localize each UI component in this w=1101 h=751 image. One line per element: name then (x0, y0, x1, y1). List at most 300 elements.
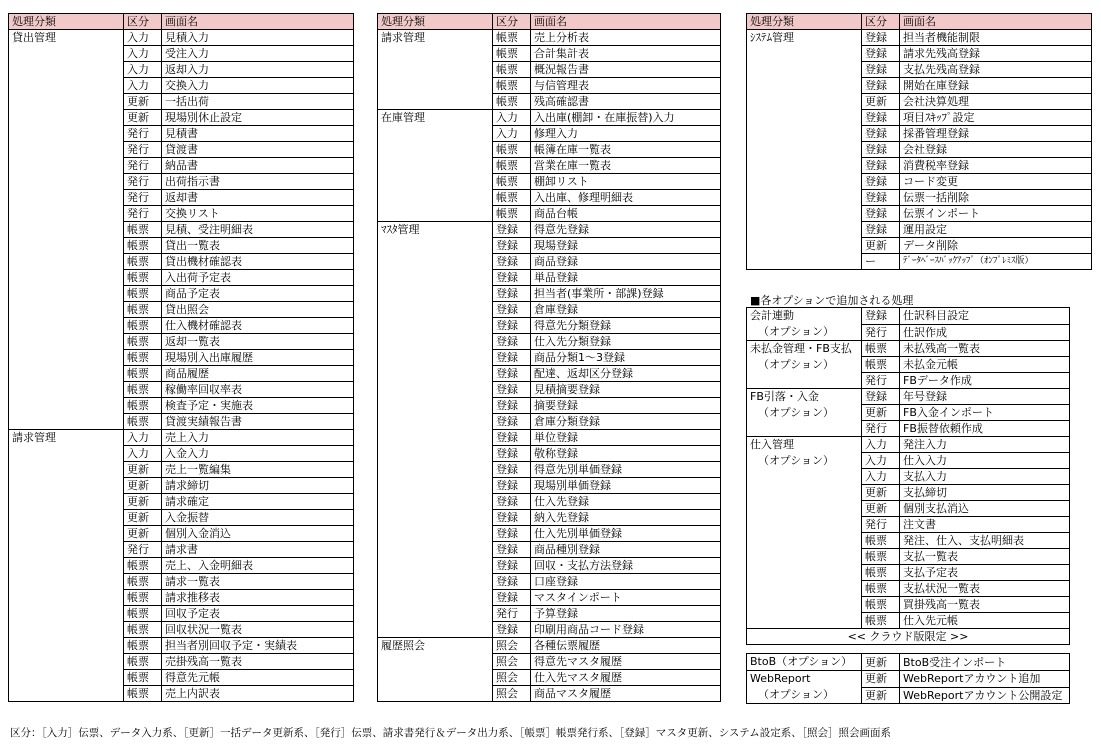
table-row (378, 30, 721, 46)
screen-name-cell: 商品種別登録 (531, 542, 721, 558)
screen-name-cell: 項目ｽｷｯﾌﾟ設定 (900, 110, 1092, 126)
category-label: 在庫管理 (381, 111, 425, 124)
type-cell: 帳票 (493, 142, 531, 158)
type-cell: 入力 (124, 78, 162, 94)
screen-name-cell: 商品分類1～3登録 (531, 350, 721, 366)
category-cell (747, 671, 862, 704)
screen-name-cell: 貸出一覧表 (162, 238, 354, 254)
type-cell: 帳票 (124, 574, 162, 590)
category-label: （オプション） (758, 325, 835, 338)
type-cell: 登録 (493, 526, 531, 542)
type-cell: 登録 (493, 398, 531, 414)
screen-name-cell: 仕訳科目設定 (900, 308, 1070, 325)
type-cell: 登録 (493, 558, 531, 574)
table-row (747, 308, 1070, 325)
screen-name-cell: 発注入力 (900, 437, 1070, 453)
screen-name-cell: 商品台帳 (531, 206, 721, 222)
type-cell: 更新 (124, 110, 162, 126)
type-cell: 帳票 (862, 357, 900, 373)
type-cell: 帳票 (862, 581, 900, 597)
screen-name-cell: 仕入先別単価登録 (531, 526, 721, 542)
screen-name-cell: 貸渡書 (162, 142, 354, 158)
screen-name-cell: 返却入力 (162, 62, 354, 78)
category-label: 会計連動 (750, 309, 794, 322)
screen-name-cell: 仕入先登録 (531, 494, 721, 510)
type-cell: 登録 (493, 350, 531, 366)
header-screen: 画面名 (900, 14, 1092, 30)
type-cell: 更新 (862, 501, 900, 517)
screen-name-cell: 稼働率回収率表 (162, 382, 354, 398)
screen-name-cell: 採番管理登録 (900, 126, 1092, 142)
screen-name-cell: 口座登録 (531, 574, 721, 590)
type-cell: 帳票 (493, 94, 531, 110)
screen-name-cell: マスタインポート (531, 590, 721, 606)
type-cell: 登録 (493, 334, 531, 350)
type-cell: 入力 (493, 110, 531, 126)
type-cell: 帳票 (493, 46, 531, 62)
screen-name-cell: 売上内訳表 (162, 686, 354, 702)
screen-name-cell: 納入先登録 (531, 510, 721, 526)
table-col1 (8, 13, 354, 702)
screen-name-cell: 現場別単価登録 (531, 478, 721, 494)
type-cell: 帳票 (124, 366, 162, 382)
screen-name-cell: 返却書 (162, 190, 354, 206)
type-cell: 照会 (493, 654, 531, 670)
table-row (9, 430, 354, 446)
type-cell: 更新 (862, 654, 900, 671)
screen-name-cell: 売掛残高一覧表 (162, 654, 354, 670)
screen-name-cell: 個別支払消込 (900, 501, 1070, 517)
screen-name-cell: 売上入力 (162, 430, 354, 446)
screen-name-cell: 交換入力 (162, 78, 354, 94)
screen-name-cell: 消費税率登録 (900, 158, 1092, 174)
category-label: （オプション） (758, 688, 835, 701)
screen-name-cell: 合計集計表 (531, 46, 721, 62)
screen-name-cell: 見積摘要登録 (531, 382, 721, 398)
type-cell: 登録 (493, 318, 531, 334)
category-label: （オプション） (758, 358, 835, 371)
type-cell: 更新 (862, 485, 900, 501)
screen-name-cell: 回収予定表 (162, 606, 354, 622)
type-cell: 更新 (124, 510, 162, 526)
type-cell: 帳票 (124, 414, 162, 430)
screen-name-cell: 仕入先元帳 (900, 613, 1070, 629)
screen-name-cell: 請求推移表 (162, 590, 354, 606)
category-cell (378, 30, 493, 110)
screen-name-cell: FB振替依頼作成 (900, 421, 1070, 437)
screen-name-cell: FBデータ作成 (900, 373, 1070, 389)
type-cell: 帳票 (124, 350, 162, 366)
category-cell (747, 30, 862, 270)
screen-name-cell: 貸出機材確認表 (162, 254, 354, 270)
screen-name-cell: 支払入力 (900, 469, 1070, 485)
type-cell: 帳票 (124, 638, 162, 654)
type-cell: 入力 (124, 46, 162, 62)
screen-name-cell: 担当者(事業所・部課)登録 (531, 286, 721, 302)
screen-name-cell: 入出荷予定表 (162, 270, 354, 286)
screen-name-cell: 出荷指示書 (162, 174, 354, 190)
header-category: 処理分類 (747, 14, 862, 30)
type-cell: 登録 (493, 366, 531, 382)
type-cell: 帳票 (493, 78, 531, 94)
type-cell: 入力 (862, 453, 900, 469)
category-cell (9, 430, 124, 702)
legend-text: 区分：［入力］伝票、データ入力系、［更新］一括データ更新系、［発行］伝票、請求書発行＆データ出力系、［帳票］帳票発行系、［登録］マスタ更新、システム設定系、［照会］照会画面系 (10, 727, 891, 739)
header-row (9, 14, 354, 30)
screen-name-cell: BtoB受注インポート (900, 654, 1070, 671)
category-label: ﾏｽﾀ管理 (381, 223, 420, 236)
type-cell: ー (862, 254, 900, 270)
screen-name-cell: 未払残高一覧表 (900, 341, 1070, 357)
type-cell: 登録 (862, 308, 900, 325)
screen-name-cell: 担当者機能制限 (900, 30, 1092, 46)
type-cell: 帳票 (493, 158, 531, 174)
screen-name-cell: 伝票一括削除 (900, 190, 1092, 206)
screen-name-cell: 受注入力 (162, 46, 354, 62)
screen-name-cell: 支払締切 (900, 485, 1070, 501)
type-cell: 更新 (862, 671, 900, 688)
screen-name-cell: 個別入金消込 (162, 526, 354, 542)
category-label: 履歴照会 (381, 639, 425, 652)
screen-name-cell: 印刷用商品コード登録 (531, 622, 721, 638)
type-cell: 更新 (124, 462, 162, 478)
screen-name-cell: 納品書 (162, 158, 354, 174)
header-type: 区分 (493, 14, 531, 30)
type-cell: 発行 (124, 158, 162, 174)
type-cell: 照会 (493, 686, 531, 702)
type-cell: 登録 (862, 62, 900, 78)
screen-name-cell: 得意先別単価登録 (531, 462, 721, 478)
category-label: FB引落・入金 (750, 390, 819, 403)
type-cell: 登録 (493, 286, 531, 302)
screen-name-cell: 得意先登録 (531, 222, 721, 238)
screen-name-cell: 得意先マスタ履歴 (531, 654, 721, 670)
type-cell: 登録 (862, 190, 900, 206)
category-cell (9, 30, 124, 430)
type-cell: 帳票 (124, 398, 162, 414)
table-row (378, 110, 721, 126)
screen-name-cell: 注文書 (900, 517, 1070, 533)
screen-name-cell: 単品登録 (531, 270, 721, 286)
category-label: ｼｽﾃﾑ管理 (750, 31, 794, 44)
type-cell: 帳票 (493, 62, 531, 78)
screen-name-cell: 入金振替 (162, 510, 354, 526)
screen-name-cell: 入出庫(棚卸・在庫振替)入力 (531, 110, 721, 126)
type-cell: 入力 (493, 126, 531, 142)
screen-name-cell: ﾃﾞｰﾀﾍﾞｰｽﾊﾞｯｸｱｯﾌﾟ（ｵﾝﾌﾟﾚﾐｽ版） (900, 254, 1092, 270)
screen-name-cell: 得意先元帳 (162, 670, 354, 686)
screen-name-cell: 摘要登録 (531, 398, 721, 414)
screen-name-cell: 見積書 (162, 126, 354, 142)
type-cell: 帳票 (124, 670, 162, 686)
screen-name-cell: 入金入力 (162, 446, 354, 462)
screen-name-cell: 現場別休止設定 (162, 110, 354, 126)
screen-name-cell: 会社登録 (900, 142, 1092, 158)
header-row (378, 14, 721, 30)
header-screen: 画面名 (531, 14, 721, 30)
type-cell: 入力 (124, 446, 162, 462)
screen-name-cell: 検査予定・実施表 (162, 398, 354, 414)
type-cell: 登録 (862, 222, 900, 238)
type-cell: 更新 (862, 238, 900, 254)
type-cell: 登録 (493, 270, 531, 286)
type-cell: 登録 (493, 542, 531, 558)
type-cell: 発行 (862, 373, 900, 389)
type-cell: 登録 (493, 622, 531, 638)
type-cell: 帳票 (124, 286, 162, 302)
screen-name-cell: 開始在庫登録 (900, 78, 1092, 94)
type-cell: 登録 (862, 174, 900, 190)
cloud-note-row (747, 629, 1070, 645)
table-row (747, 389, 1070, 405)
screen-name-cell: WebReportアカウント公開設定 (900, 687, 1070, 704)
type-cell: 発行 (124, 142, 162, 158)
type-cell: 更新 (124, 94, 162, 110)
screen-name-cell: 配達、返却区分登録 (531, 366, 721, 382)
screen-name-cell: 請求書 (162, 542, 354, 558)
type-cell: 帳票 (124, 622, 162, 638)
type-cell: 発行 (124, 190, 162, 206)
screen-name-cell: 各種伝票履歴 (531, 638, 721, 654)
type-cell: 帳票 (862, 613, 900, 629)
type-cell: 更新 (124, 526, 162, 542)
screen-name-cell: 倉庫分類登録 (531, 414, 721, 430)
type-cell: 更新 (862, 687, 900, 704)
table-row (747, 654, 1070, 671)
table-col2 (377, 13, 721, 702)
header-row (747, 14, 1092, 30)
type-cell: 更新 (862, 94, 900, 110)
type-cell: 登録 (862, 78, 900, 94)
category-cell (747, 389, 862, 437)
type-cell: 帳票 (862, 597, 900, 613)
category-label: WebReport (750, 672, 811, 685)
type-cell: 登録 (493, 590, 531, 606)
header-type: 区分 (124, 14, 162, 30)
screen-name-cell: 発注、仕入、支払明細表 (900, 533, 1070, 549)
screen-name-cell: 交換リスト (162, 206, 354, 222)
screen-name-cell: 予算登録 (531, 606, 721, 622)
type-cell: 帳票 (862, 341, 900, 357)
screen-name-cell: 営業在庫一覧表 (531, 158, 721, 174)
screen-name-cell: 請求締切 (162, 478, 354, 494)
type-cell: 登録 (862, 206, 900, 222)
header-screen: 画面名 (162, 14, 354, 30)
type-cell: 登録 (493, 254, 531, 270)
screen-name-cell: 一括出荷 (162, 94, 354, 110)
type-cell: 帳票 (124, 222, 162, 238)
screen-name-cell: 倉庫登録 (531, 302, 721, 318)
type-cell: 登録 (493, 478, 531, 494)
header-type: 区分 (862, 14, 900, 30)
screen-name-cell: 概況報告書 (531, 62, 721, 78)
type-cell: 発行 (124, 206, 162, 222)
type-cell: 登録 (493, 446, 531, 462)
type-cell: 登録 (862, 389, 900, 405)
category-label: 仕入管理 (750, 438, 794, 451)
category-cell (378, 638, 493, 702)
screen-name-cell: 入出庫、修理明細表 (531, 190, 721, 206)
screen-name-cell: 見積、受注明細表 (162, 222, 354, 238)
type-cell: 帳票 (124, 382, 162, 398)
category-label: 貸出管理 (12, 31, 56, 44)
type-cell: 登録 (493, 574, 531, 590)
type-cell: 入力 (124, 30, 162, 46)
screen-name-cell: 貸渡実績報告書 (162, 414, 354, 430)
screen-name-cell: 支払一覧表 (900, 549, 1070, 565)
screen-name-cell: FB入金インポート (900, 405, 1070, 421)
type-cell: 発行 (862, 324, 900, 341)
type-cell: 登録 (862, 30, 900, 46)
screen-name-cell: 売上分析表 (531, 30, 721, 46)
type-cell: 帳票 (124, 318, 162, 334)
screen-name-cell: 敬称登録 (531, 446, 721, 462)
screen-name-cell: 与信管理表 (531, 78, 721, 94)
type-cell: 照会 (493, 638, 531, 654)
screen-name-cell: 支払状況一覧表 (900, 581, 1070, 597)
screen-name-cell: 帳簿在庫一覧表 (531, 142, 721, 158)
table-col3 (746, 13, 1092, 270)
table-row (747, 30, 1092, 46)
screen-name-cell: 仕訳作成 (900, 324, 1070, 341)
type-cell: 登録 (493, 510, 531, 526)
type-cell: 更新 (124, 478, 162, 494)
screen-name-cell: 請求確定 (162, 494, 354, 510)
screen-name-cell: 返却一覧表 (162, 334, 354, 350)
screen-name-cell: 会社決算処理 (900, 94, 1092, 110)
type-cell: 発行 (862, 421, 900, 437)
type-cell: 帳票 (124, 558, 162, 574)
screen-name-cell: 年号登録 (900, 389, 1070, 405)
type-cell: 帳票 (124, 270, 162, 286)
screen-name-cell: データ削除 (900, 238, 1092, 254)
table-row (747, 671, 1070, 688)
type-cell: 帳票 (124, 654, 162, 670)
category-cell (747, 341, 862, 389)
type-cell: 帳票 (493, 206, 531, 222)
screen-name-cell: 棚卸リスト (531, 174, 721, 190)
screen-name-cell: 売上一覧編集 (162, 462, 354, 478)
type-cell: 帳票 (124, 606, 162, 622)
screen-name-cell: 買掛残高一覧表 (900, 597, 1070, 613)
category-label: 請求管理 (12, 431, 56, 444)
category-label: （オプション） (758, 454, 835, 467)
type-cell: 帳票 (124, 238, 162, 254)
type-cell: 登録 (493, 494, 531, 510)
type-cell: 帳票 (124, 302, 162, 318)
type-cell: 登録 (493, 462, 531, 478)
type-cell: 登録 (493, 222, 531, 238)
screen-name-cell: 得意先分類登録 (531, 318, 721, 334)
screen-name-cell: 請求先残高登録 (900, 46, 1092, 62)
screen-name-cell: 仕入先マスタ履歴 (531, 670, 721, 686)
table-cloud (746, 653, 1070, 704)
category-label: 未払金管理・FB支払 (750, 342, 852, 355)
type-cell: 帳票 (493, 190, 531, 206)
type-cell: 入力 (862, 437, 900, 453)
type-cell: 帳票 (124, 686, 162, 702)
screen-name-cell: 支払先残高登録 (900, 62, 1092, 78)
screen-name-cell: 仕入入力 (900, 453, 1070, 469)
screen-name-cell: 売上、入金明細表 (162, 558, 354, 574)
type-cell: 発行 (124, 542, 162, 558)
screen-name-cell: 請求一覧表 (162, 574, 354, 590)
screen-name-cell: 回収状況一覧表 (162, 622, 354, 638)
table-row (378, 638, 721, 654)
screen-name-cell: 商品登録 (531, 254, 721, 270)
type-cell: 入力 (124, 430, 162, 446)
table-row (747, 341, 1070, 357)
category-label: BtoB（オプション） (750, 655, 853, 668)
screen-name-cell: 伝票インポート (900, 206, 1092, 222)
screen-name-cell: 未払金元帳 (900, 357, 1070, 373)
type-cell: 帳票 (862, 565, 900, 581)
type-cell: 登録 (862, 126, 900, 142)
category-cell (378, 110, 493, 222)
type-cell: 登録 (493, 414, 531, 430)
screen-name-cell: 仕入先分類登録 (531, 334, 721, 350)
category-cell (747, 437, 862, 629)
type-cell: 帳票 (124, 334, 162, 350)
table-options (746, 307, 1070, 645)
type-cell: 更新 (124, 494, 162, 510)
type-cell: 登録 (493, 382, 531, 398)
category-cell (747, 308, 862, 341)
options-heading: ■各オプションで追加される処理 (750, 294, 914, 307)
screen-name-cell: 商品履歴 (162, 366, 354, 382)
screen-name-cell: 担当者別回収予定・実績表 (162, 638, 354, 654)
category-cell (747, 654, 862, 671)
type-cell: 発行 (124, 126, 162, 142)
header-category: 処理分類 (9, 14, 124, 30)
type-cell: 登録 (862, 46, 900, 62)
screen-name-cell: 商品予定表 (162, 286, 354, 302)
type-cell: 発行 (124, 174, 162, 190)
type-cell: 登録 (493, 302, 531, 318)
type-cell: 帳票 (862, 533, 900, 549)
screen-name-cell: 現場別入出庫履歴 (162, 350, 354, 366)
type-cell: 登録 (862, 142, 900, 158)
screen-name-cell: 見積入力 (162, 30, 354, 46)
category-label: 請求管理 (381, 31, 425, 44)
table-row (747, 437, 1070, 453)
header-category: 処理分類 (378, 14, 493, 30)
screen-name-cell: 商品マスタ履歴 (531, 686, 721, 702)
type-cell: 入力 (124, 62, 162, 78)
screen-name-cell: 修理入力 (531, 126, 721, 142)
screen-name-cell: 現場登録 (531, 238, 721, 254)
type-cell: 登録 (493, 430, 531, 446)
cloud-note: << クラウド版限定 >> (747, 629, 1070, 645)
screen-name-cell: 残高確認書 (531, 94, 721, 110)
type-cell: 帳票 (493, 30, 531, 46)
type-cell: 照会 (493, 670, 531, 686)
screen-name-cell: 貸出照会 (162, 302, 354, 318)
type-cell: 帳票 (862, 549, 900, 565)
screen-name-cell: コード変更 (900, 174, 1092, 190)
type-cell: 発行 (862, 517, 900, 533)
screen-name-cell: 運用設定 (900, 222, 1092, 238)
screen-name-cell: WebReportアカウント追加 (900, 671, 1070, 688)
type-cell: 登録 (862, 158, 900, 174)
table-row (378, 222, 721, 238)
type-cell: 帳票 (124, 590, 162, 606)
type-cell: 帳票 (124, 254, 162, 270)
type-cell: 帳票 (493, 174, 531, 190)
type-cell: 登録 (862, 110, 900, 126)
category-cell (378, 222, 493, 638)
type-cell: 発行 (493, 606, 531, 622)
